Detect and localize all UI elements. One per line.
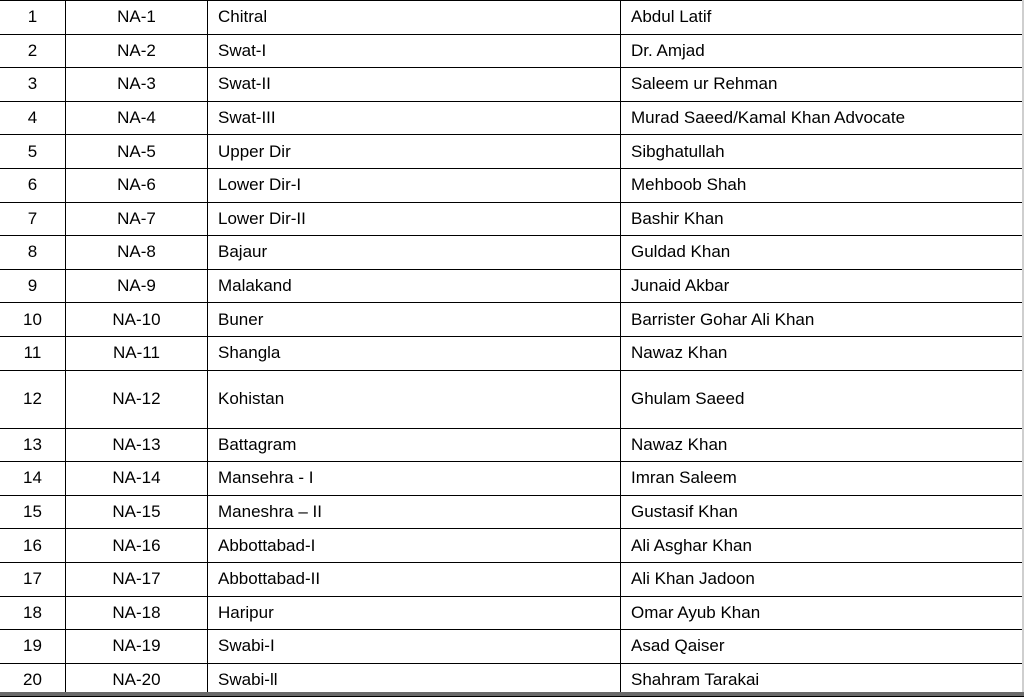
- row-number: 20: [0, 663, 66, 697]
- row-number: 15: [0, 495, 66, 529]
- candidate-name: Gustasif Khan: [621, 495, 1024, 529]
- table-row: [0, 1, 1024, 35]
- district-name: Lower Dir-II: [208, 202, 621, 236]
- row-number: 2: [0, 34, 66, 68]
- district-name: Swabi-ll: [208, 663, 621, 697]
- candidate-name: Mehboob Shah: [621, 168, 1024, 202]
- district-name: Haripur: [208, 596, 621, 630]
- district-name: Abbottabad-II: [208, 562, 621, 596]
- candidate-name: Sibghatullah: [621, 135, 1024, 169]
- row-number: 10: [0, 303, 66, 337]
- district-name: Mansehra - I: [208, 462, 621, 496]
- district-name: Upper Dir: [208, 135, 621, 169]
- table-row: [0, 428, 1024, 462]
- row-number: 19: [0, 630, 66, 664]
- candidate-name: Junaid Akbar: [621, 269, 1024, 303]
- constituency-code: NA-11: [66, 336, 208, 370]
- row-number: 14: [0, 462, 66, 496]
- table-row: [0, 303, 1024, 337]
- table-row: [0, 135, 1024, 169]
- district-name: Bajaur: [208, 236, 621, 270]
- district-name: Buner: [208, 303, 621, 337]
- table-row: [0, 495, 1024, 529]
- row-number: 17: [0, 562, 66, 596]
- table-row: [0, 101, 1024, 135]
- candidate-name: Dr. Amjad: [621, 34, 1024, 68]
- table-row: [0, 68, 1024, 102]
- table-row: [0, 370, 1024, 428]
- district-name: Chitral: [208, 1, 621, 35]
- row-number: 1: [0, 1, 66, 35]
- row-number: 11: [0, 336, 66, 370]
- district-name: Swabi-I: [208, 630, 621, 664]
- row-number: 18: [0, 596, 66, 630]
- constituency-code: NA-17: [66, 562, 208, 596]
- constituency-code: NA-2: [66, 34, 208, 68]
- candidate-name: Ali Khan Jadoon: [621, 562, 1024, 596]
- table-row: [0, 596, 1024, 630]
- table-row: [0, 462, 1024, 496]
- table-row: [0, 168, 1024, 202]
- constituency-code: NA-4: [66, 101, 208, 135]
- candidate-name: Ghulam Saeed: [621, 370, 1024, 428]
- candidate-name: Asad Qaiser: [621, 630, 1024, 664]
- table-row: [0, 562, 1024, 596]
- row-number: 5: [0, 135, 66, 169]
- row-number: 16: [0, 529, 66, 563]
- row-number: 7: [0, 202, 66, 236]
- constituency-code: NA-18: [66, 596, 208, 630]
- row-number: 12: [0, 370, 66, 428]
- district-name: Lower Dir-I: [208, 168, 621, 202]
- constituency-code: NA-13: [66, 428, 208, 462]
- constituency-code: NA-9: [66, 269, 208, 303]
- candidate-name: Shahram Tarakai: [621, 663, 1024, 697]
- district-name: Malakand: [208, 269, 621, 303]
- district-name: Swat-I: [208, 34, 621, 68]
- row-number: 9: [0, 269, 66, 303]
- district-name: Battagram: [208, 428, 621, 462]
- candidate-name: Nawaz Khan: [621, 428, 1024, 462]
- constituency-code: NA-5: [66, 135, 208, 169]
- table-row: [0, 34, 1024, 68]
- district-name: Maneshra – II: [208, 495, 621, 529]
- candidate-name: Saleem ur Rehman: [621, 68, 1024, 102]
- district-name: Swat-II: [208, 68, 621, 102]
- table-row: [0, 630, 1024, 664]
- candidate-name: Nawaz Khan: [621, 336, 1024, 370]
- constituency-code: NA-12: [66, 370, 208, 428]
- constituency-code: NA-10: [66, 303, 208, 337]
- constituency-code: NA-8: [66, 236, 208, 270]
- candidate-name: Abdul Latif: [621, 1, 1024, 35]
- constituency-code: NA-7: [66, 202, 208, 236]
- candidate-name: Ali Asghar Khan: [621, 529, 1024, 563]
- row-number: 3: [0, 68, 66, 102]
- candidate-name: Guldad Khan: [621, 236, 1024, 270]
- constituency-code: NA-16: [66, 529, 208, 563]
- table-row: [0, 269, 1024, 303]
- row-number: 6: [0, 168, 66, 202]
- district-name: Abbottabad-I: [208, 529, 621, 563]
- candidate-name: Bashir Khan: [621, 202, 1024, 236]
- table-row: [0, 202, 1024, 236]
- constituency-code: NA-15: [66, 495, 208, 529]
- constituency-code: NA-1: [66, 1, 208, 35]
- table-row: [0, 529, 1024, 563]
- candidate-name: Murad Saeed/Kamal Khan Advocate: [621, 101, 1024, 135]
- district-name: Kohistan: [208, 370, 621, 428]
- candidate-name: Omar Ayub Khan: [621, 596, 1024, 630]
- constituency-code: NA-20: [66, 663, 208, 697]
- row-number: 4: [0, 101, 66, 135]
- table-row: [0, 236, 1024, 270]
- constituency-code: NA-3: [66, 68, 208, 102]
- page-bottom-border: [0, 692, 1024, 696]
- row-number: 13: [0, 428, 66, 462]
- candidate-name: Imran Saleem: [621, 462, 1024, 496]
- district-name: Shangla: [208, 336, 621, 370]
- candidate-name: Barrister Gohar Ali Khan: [621, 303, 1024, 337]
- constituency-code: NA-14: [66, 462, 208, 496]
- table-row: [0, 336, 1024, 370]
- district-name: Swat-III: [208, 101, 621, 135]
- constituency-code: NA-19: [66, 630, 208, 664]
- row-number: 8: [0, 236, 66, 270]
- constituency-code: NA-6: [66, 168, 208, 202]
